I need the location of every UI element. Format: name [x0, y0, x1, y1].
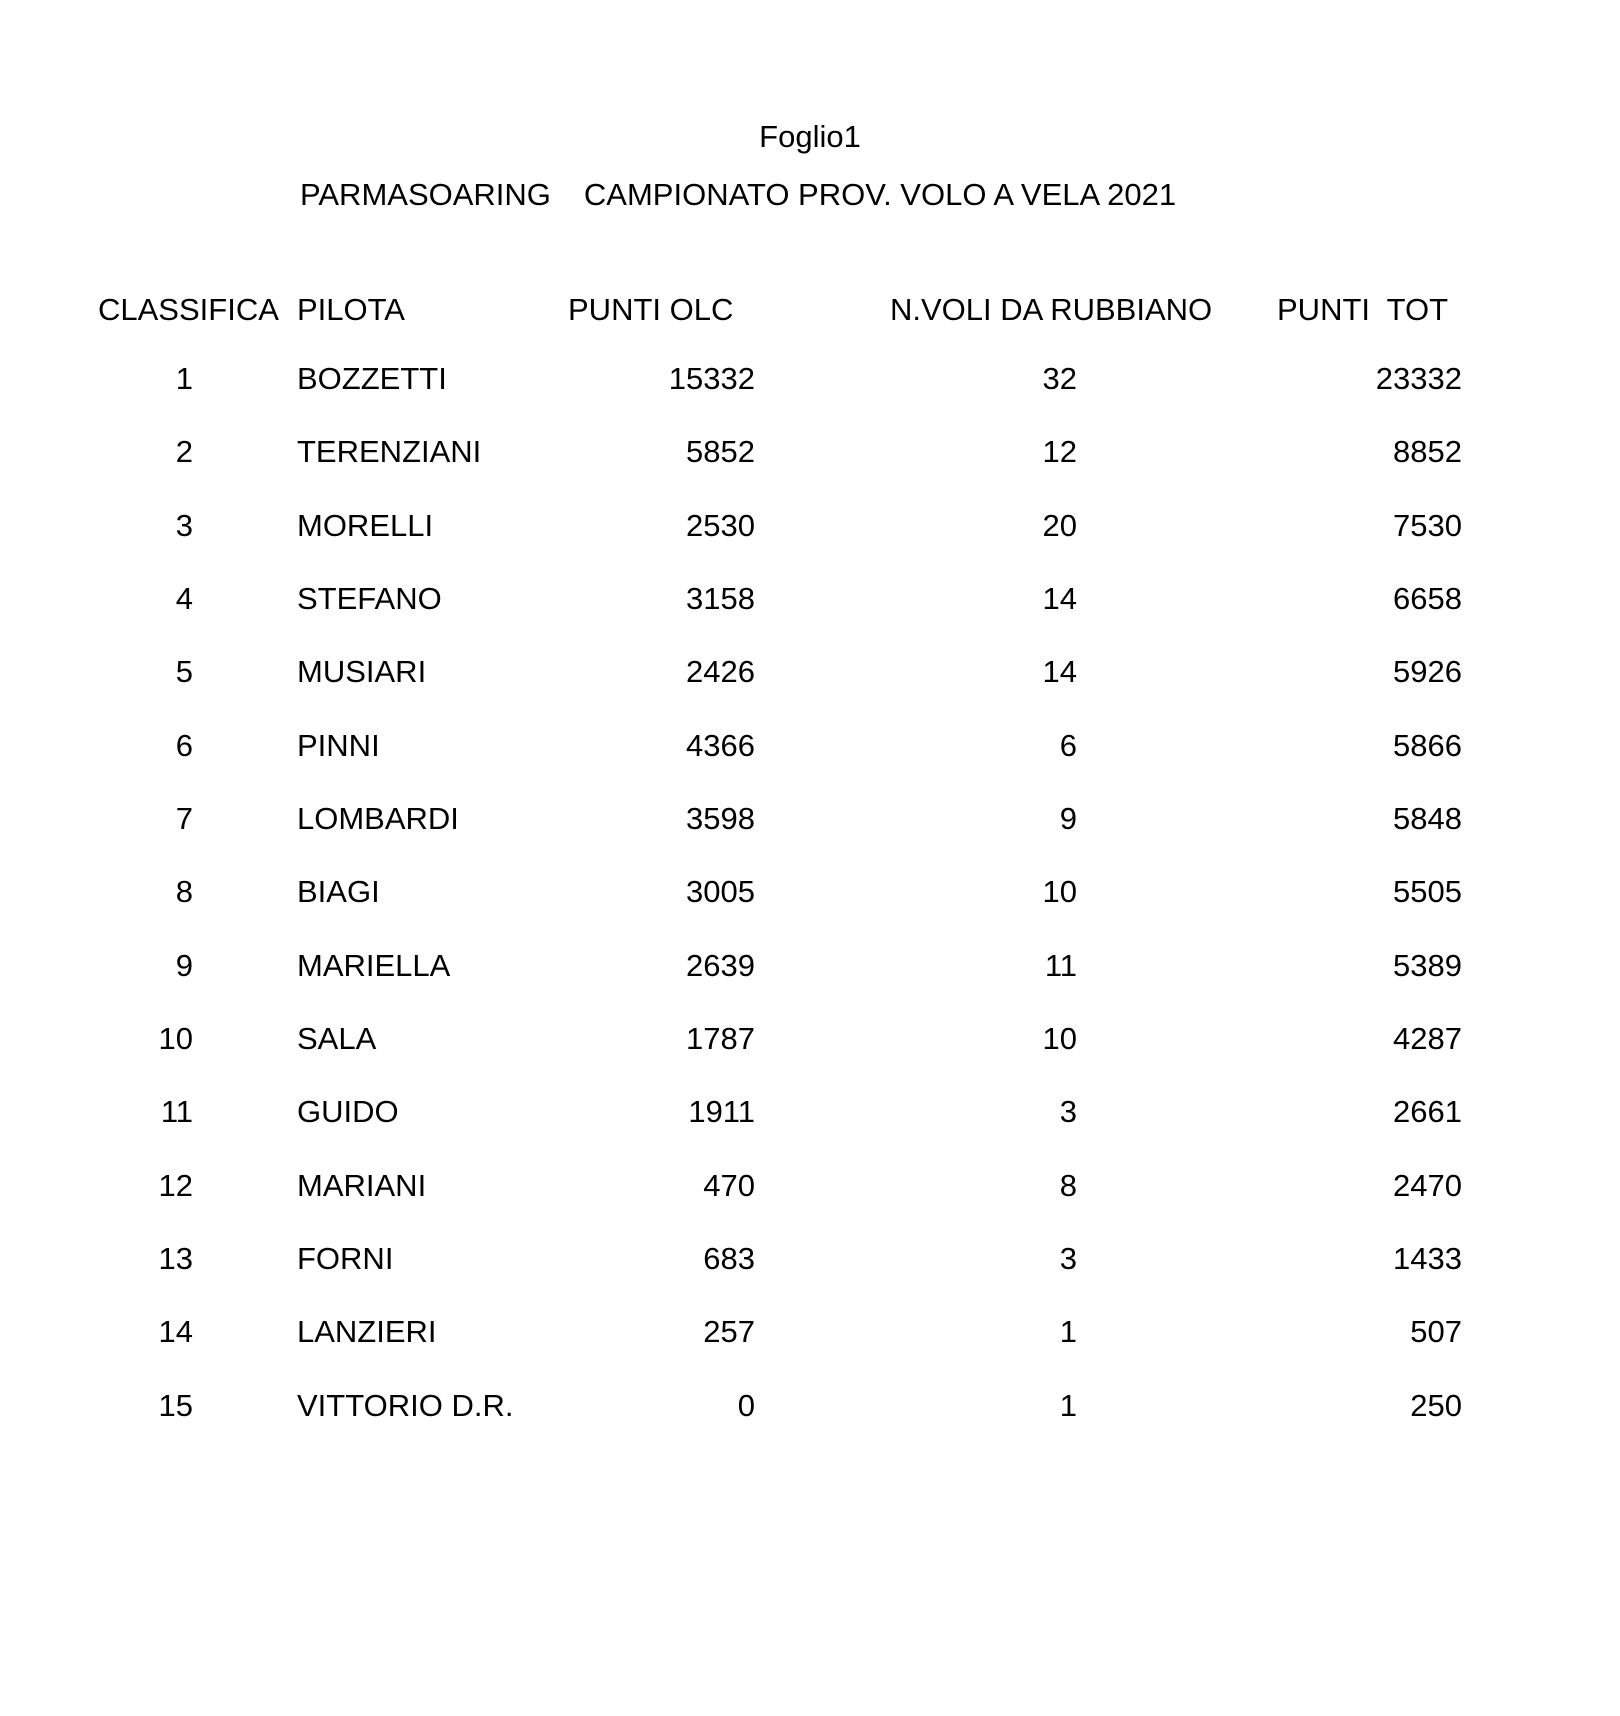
rank-cell: 12 — [158, 1167, 193, 1203]
punti-olc-cell: 1787 — [686, 1020, 755, 1056]
voli-cell: 20 — [1042, 507, 1077, 543]
pilot-cell: STEFANO — [297, 580, 442, 616]
rank-cell: 6 — [175, 727, 193, 763]
punti-tot-cell: 1433 — [1393, 1240, 1462, 1276]
org-name: PARMASOARING — [300, 177, 551, 212]
table-row — [98, 728, 1462, 801]
punti-olc-cell: 3598 — [686, 800, 755, 836]
table-row — [98, 1314, 1462, 1387]
punti-tot-cell: 5926 — [1393, 654, 1462, 690]
punti-tot-cell: 2661 — [1393, 1094, 1462, 1130]
pilot-cell: FORNI — [297, 1240, 394, 1276]
table-row — [98, 801, 1462, 874]
column-header-pilota: PILOTA — [297, 292, 405, 327]
punti-tot-cell: 507 — [1410, 1314, 1462, 1350]
column-header-classifica: CLASSIFICA — [98, 292, 279, 327]
punti-olc-cell: 3005 — [686, 874, 755, 910]
voli-cell: 6 — [1059, 727, 1077, 763]
punti-olc-cell: 1911 — [688, 1094, 755, 1130]
sheet-label: Foglio1 — [759, 119, 861, 154]
table-row — [98, 948, 1462, 1021]
table-row — [98, 654, 1462, 727]
voli-cell: 1 — [1059, 1387, 1077, 1423]
voli-cell: 9 — [1059, 800, 1077, 836]
championship-title: CAMPIONATO PROV. VOLO A VELA 2021 — [583, 177, 1177, 212]
punti-tot-cell: 23332 — [1375, 361, 1462, 396]
table-row — [98, 874, 1462, 947]
punti-olc-cell: 683 — [703, 1240, 755, 1276]
punti-olc-cell: 4366 — [686, 727, 755, 763]
punti-tot-cell: 5848 — [1393, 800, 1462, 836]
punti-olc-cell: 0 — [737, 1387, 755, 1423]
voli-cell: 14 — [1042, 654, 1077, 690]
pilot-cell: GUIDO — [297, 1094, 399, 1130]
rank-cell: 1 — [175, 361, 193, 396]
rank-cell: 14 — [158, 1314, 193, 1350]
voli-cell: 10 — [1042, 874, 1077, 910]
column-header-punti-tot: PUNTI TOT — [1277, 292, 1449, 327]
voli-cell: 3 — [1059, 1240, 1077, 1276]
table-row — [98, 1094, 1462, 1167]
punti-tot-cell: 8852 — [1393, 434, 1462, 470]
punti-tot-cell: 5389 — [1393, 947, 1462, 983]
voli-cell: 1 — [1059, 1314, 1077, 1350]
punti-olc-cell: 470 — [703, 1167, 755, 1203]
pilot-cell: MARIANI — [297, 1167, 427, 1203]
rank-cell: 2 — [175, 434, 193, 470]
table-row — [98, 581, 1462, 654]
voli-cell: 10 — [1042, 1020, 1077, 1056]
table-row — [98, 1168, 1462, 1241]
rank-cell: 7 — [175, 800, 193, 836]
punti-olc-cell: 15332 — [668, 361, 755, 396]
column-header-punti-olc: PUNTI OLC — [568, 292, 734, 327]
table-row — [98, 1021, 1462, 1094]
rank-cell: 10 — [158, 1020, 193, 1056]
voli-cell: 3 — [1059, 1094, 1077, 1130]
punti-olc-cell: 5852 — [686, 434, 755, 470]
pilot-cell: BOZZETTI — [297, 361, 447, 396]
punti-tot-cell: 5505 — [1393, 874, 1462, 910]
table-row — [98, 1241, 1462, 1314]
pilot-cell: MORELLI — [297, 507, 434, 543]
pilot-cell: BIAGI — [297, 874, 380, 910]
pilot-cell: MARIELLA — [297, 947, 451, 983]
punti-olc-cell: 2639 — [686, 947, 755, 983]
punti-olc-cell: 3158 — [686, 580, 755, 616]
punti-tot-cell: 250 — [1410, 1387, 1462, 1423]
punti-olc-cell: 2530 — [686, 507, 755, 543]
table-row — [98, 1388, 1462, 1461]
voli-cell: 11 — [1044, 947, 1077, 983]
rank-cell: 9 — [175, 947, 193, 983]
voli-cell: 8 — [1059, 1167, 1077, 1203]
punti-olc-cell: 257 — [703, 1314, 755, 1350]
table-row — [98, 508, 1462, 581]
pilot-cell: TERENZIANI — [297, 434, 482, 470]
table-row — [98, 434, 1462, 507]
voli-cell: 12 — [1042, 434, 1077, 470]
punti-olc-cell: 2426 — [686, 654, 755, 690]
punti-tot-cell: 5866 — [1393, 727, 1462, 763]
punti-tot-cell: 7530 — [1393, 507, 1462, 543]
table-header-row — [98, 292, 1462, 328]
rank-cell: 15 — [158, 1387, 193, 1423]
pilot-cell: SALA — [297, 1020, 377, 1056]
rank-cell: 3 — [175, 507, 193, 543]
voli-cell: 14 — [1042, 580, 1077, 616]
rank-cell: 11 — [160, 1094, 193, 1130]
column-header-nvoli-da-rubbiano: N.VOLI DA RUBBIANO — [890, 292, 1213, 327]
table-body — [98, 361, 1462, 1461]
rank-cell: 5 — [175, 654, 193, 690]
rank-cell: 4 — [175, 580, 193, 616]
rank-cell: 8 — [175, 874, 193, 910]
pilot-cell: PINNI — [297, 727, 380, 763]
pilot-cell: LANZIERI — [297, 1314, 437, 1350]
pilot-cell: MUSIARI — [297, 654, 427, 690]
rank-cell: 13 — [158, 1240, 193, 1276]
punti-tot-cell: 4287 — [1393, 1020, 1462, 1056]
pilot-cell: LOMBARDI — [297, 800, 459, 836]
voli-cell: 32 — [1042, 361, 1077, 396]
punti-tot-cell: 6658 — [1393, 580, 1462, 616]
document-subtitle — [300, 177, 1176, 213]
punti-tot-cell: 2470 — [1393, 1167, 1462, 1203]
pilot-cell: VITTORIO D.R. — [297, 1387, 514, 1423]
table-row — [98, 361, 1462, 434]
